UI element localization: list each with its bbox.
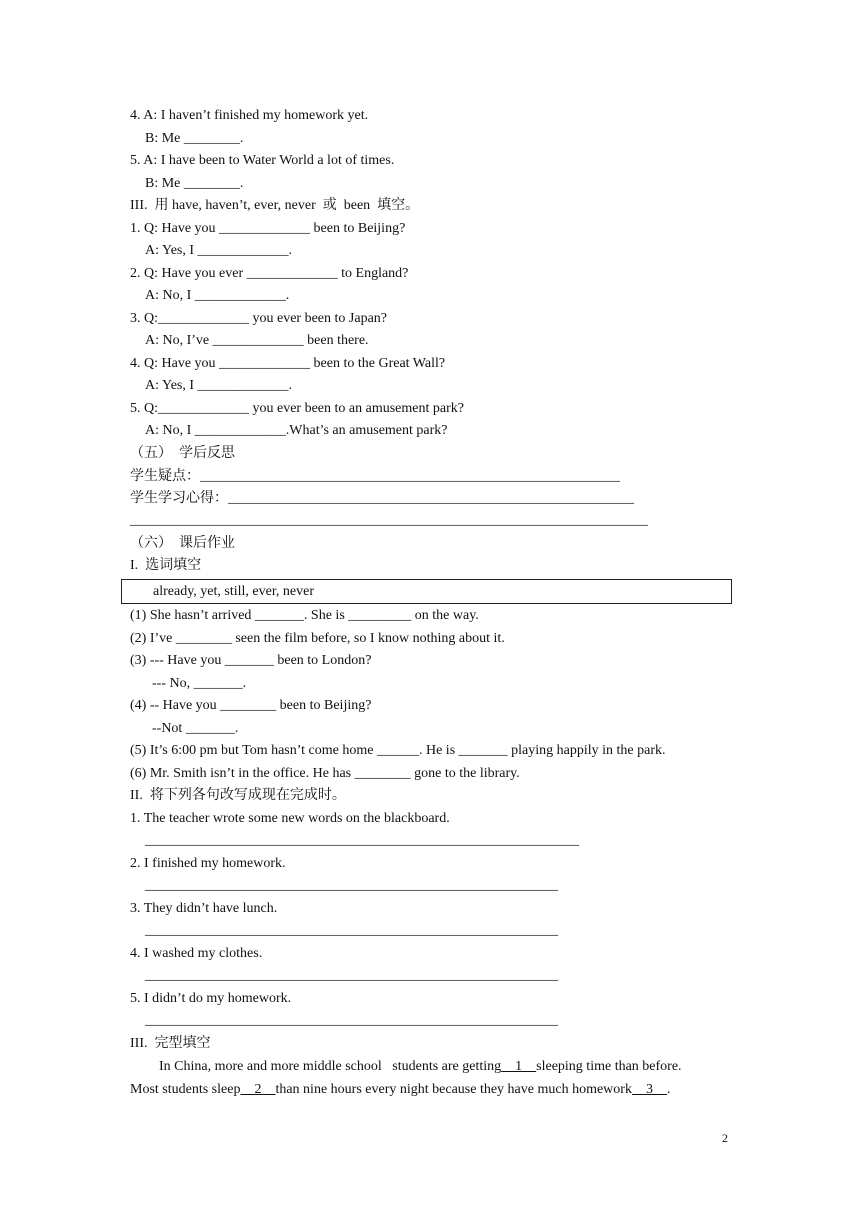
cloze-paragraph-line-1 xyxy=(159,1058,682,1076)
reflection-line: 学生学习心得：__________________________________________________________ xyxy=(130,491,634,506)
page-number: 2 xyxy=(722,1131,728,1145)
answer-blank-line: ___________________________________________________________ xyxy=(145,968,558,983)
cloze-text: . xyxy=(666,1082,671,1097)
cloze-text: Most students sleep xyxy=(130,1082,241,1097)
rewrite-sentence: 5. I didn’t do my homework. xyxy=(130,991,292,1006)
answer-blank-line: ___________________________________________________________ xyxy=(145,923,558,938)
part-heading: III. 完型填空 xyxy=(130,1036,211,1051)
exercise-line: 5. A: I have been to Water World a lot of times. xyxy=(130,153,395,168)
fill-blank-line: (3) --- Have you _______ been to London? xyxy=(130,653,372,668)
answer-blank-line: ___________________________________________________________ xyxy=(145,1013,558,1028)
fill-blank-line: --Not _______. xyxy=(152,721,239,736)
fill-blank-line: (2) I’ve ________ seen the film before, so I know nothing about it. xyxy=(130,631,505,646)
rewrite-sentence: 3. They didn’t have lunch. xyxy=(130,901,278,916)
fill-blank-line: (1) She hasn’t arrived _______. She is _________ on the way. xyxy=(130,608,479,623)
question-line: 5. Q:_____________ you ever been to an amusement park? xyxy=(130,401,464,416)
question-line: 4. Q: Have you _____________ been to the Great Wall? xyxy=(130,356,446,371)
section-heading: （六） 课后作业 xyxy=(130,536,235,551)
part-heading: II. 将下列各句改写成现在完成时。 xyxy=(130,788,346,803)
answer-line: A: Yes, I _____________. xyxy=(145,378,293,393)
word-bank: already, yet, still, ever, never xyxy=(153,584,315,599)
fill-blank-line: (4) -- Have you ________ been to Beijing? xyxy=(130,698,372,713)
fill-blank-line: (5) It’s 6:00 pm but Tom hasn’t come home ______. He is _______ playing happily in the park. xyxy=(130,743,666,758)
answer-line: A: Yes, I _____________. xyxy=(145,243,293,258)
cloze-text: In China, more and more middle school students are getting xyxy=(159,1059,502,1074)
cloze-text: sleeping time than before. xyxy=(536,1059,682,1074)
word-bank-box xyxy=(121,579,732,604)
question-line: 3. Q:_____________ you ever been to Japan? xyxy=(130,311,387,326)
cloze-paragraph-line-2 xyxy=(130,1081,670,1099)
cloze-blank-1[interactable]: 1 xyxy=(501,1059,537,1074)
fill-blank-line: --- No, _______. xyxy=(152,676,247,691)
blank-writing-line: __________________________________________________________________________ xyxy=(130,513,648,528)
answer-line: A: No, I _____________. xyxy=(145,288,290,303)
section-heading: （五） 学后反思 xyxy=(130,446,235,461)
rewrite-sentence: 2. I finished my homework. xyxy=(130,856,286,871)
answer-blank-line: ______________________________________________________________ xyxy=(145,833,579,848)
fill-blank-line: (6) Mr. Smith isn’t in the office. He has ________ gone to the library. xyxy=(130,766,520,781)
question-line: 1. Q: Have you _____________ been to Beijing? xyxy=(130,221,406,236)
exercise-line: B: Me ________. xyxy=(145,131,244,146)
exercise-line: 4. A: I haven’t finished my homework yet. xyxy=(130,108,369,123)
answer-blank-line: ___________________________________________________________ xyxy=(145,878,558,893)
question-line: 2. Q: Have you ever _____________ to England? xyxy=(130,266,409,281)
cloze-blank-2[interactable]: 2 xyxy=(240,1082,276,1097)
rewrite-sentence: 1. The teacher wrote some new words on the blackboard. xyxy=(130,811,450,826)
reflection-line: 学生疑点：____________________________________________________________ xyxy=(130,469,620,484)
answer-line: A: No, I _____________.What’s an amusement park? xyxy=(145,423,448,438)
part-heading: I. 选词填空 xyxy=(130,558,202,573)
cloze-text: than nine hours every night because they have much homework xyxy=(275,1082,632,1097)
exercise-line: B: Me ________. xyxy=(145,176,244,191)
cloze-blank-3[interactable]: 3 xyxy=(631,1082,667,1097)
section-heading: III. 用 have, haven’t, ever, never 或 been 填空。 xyxy=(130,198,420,213)
rewrite-sentence: 4. I washed my clothes. xyxy=(130,946,263,961)
answer-line: A: No, I’ve _____________ been there. xyxy=(145,333,369,348)
